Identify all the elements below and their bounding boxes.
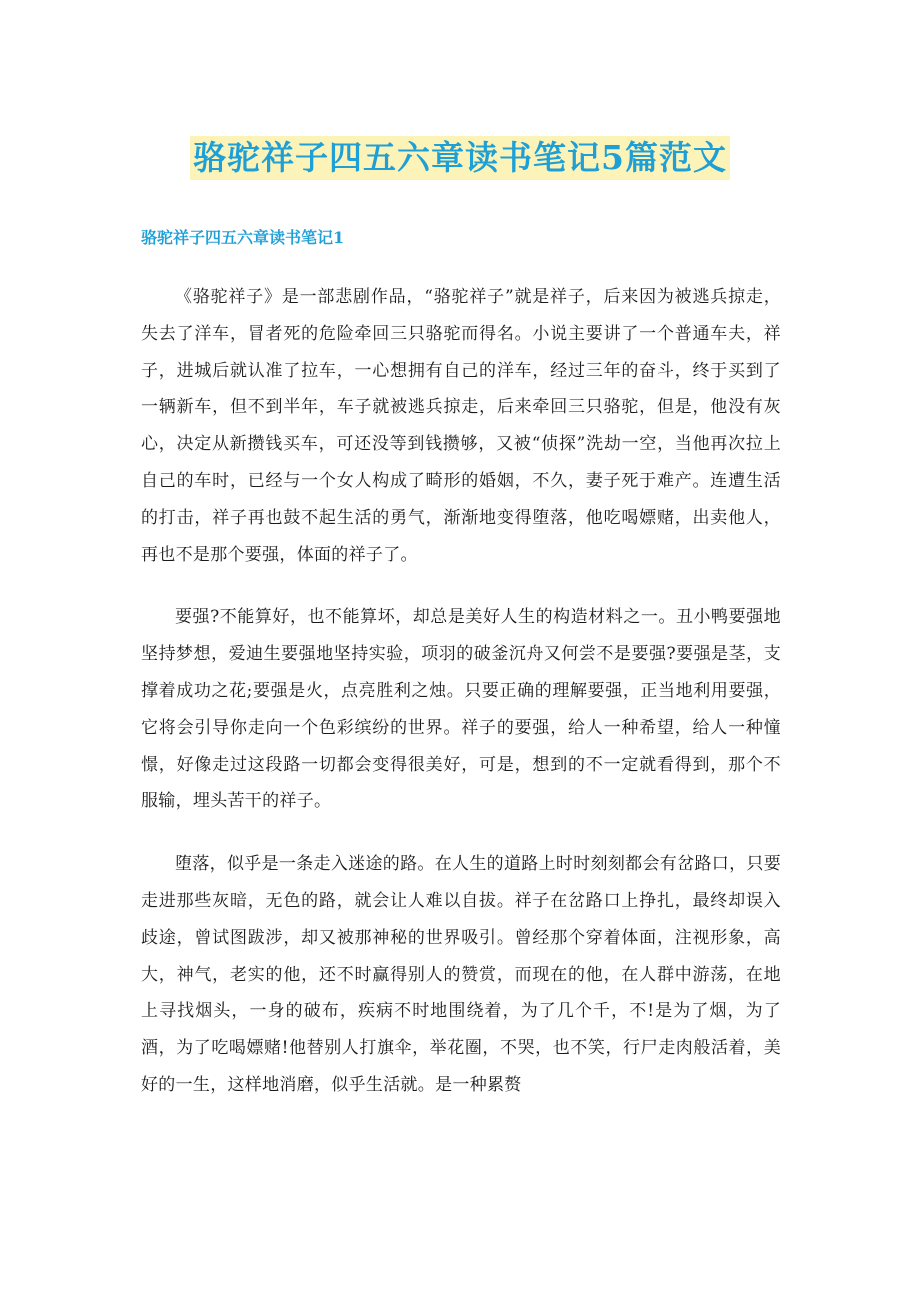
paragraph-1: 《骆驼祥子》是一部悲剧作品，“骆驼祥子”就是祥子，后来因为被逃兵掠走，失去了洋车，冒者死的危险牵回三只骆驼而得名。小说主要讲了一个普通车夫，祥子，进城后就认准了拉车，一心想拥有自己的洋车，经过三年的奋斗，终于买到了一辆新车，但不到半年，车子就被逃兵掠走，后来牵回三只骆驼，但是，他没有灰心，决定从新攒钱买车，可还没等到钱攒够，又被“侦探”洗劫一空，当他再次拉上自己的车时，已经与一个女人构成了畸形的婚姻，不久，妻子死于难产。连遭生活的打击，祥子再也鼓不起生活的勇气，渐渐地变得堕落，他吃喝嫖赌，出卖他人，再也不是那个要强，体面的祥子了。 — [141, 287, 781, 565]
section-heading: 骆驼祥子四五六章读书笔记1 — [141, 228, 345, 247]
body-text — [141, 279, 781, 1130]
document-title: 骆驼祥子四五六章读书笔记5篇范文 — [190, 136, 730, 180]
paragraph-2: 要强?不能算好，也不能算坏，却总是美好人生的构造材料之一。丑小鸭要强地坚持梦想，爱迪生要强地坚持实验，项羽的破釜沉舟又何尝不是要强?要强是茎，支撑着成功之花;要强是火，点亮胜利之烛。只要正确的理解要强，正当地利用要强，它将会引导你走向一个色彩缤纷的世界。祥子的要强，给人一种希望，给人一种憧憬，好像走过这段路一切都会变得很美好，可是，想到的不一定就看得到，那个不服输，埋头苦干的祥子。 — [141, 607, 781, 812]
title-wrapper — [0, 136, 920, 180]
paragraph-3: 堕落，似乎是一条走入迷途的路。在人生的道路上时时刻刻都会有岔路口，只要走进那些灰暗，无色的路，就会让人难以自拔。祥子在岔路口上挣扎，最终却误入歧途，曾试图跋涉，却又被那神秘的世界吸引。曾经那个穿着体面，注视形象，高大，神气，老实的他，还不时赢得别人的赞赏，而现在的他，在人群中游荡，在地上寻找烟头，一身的破布，疾病不时地围绕着，为了几个千，不!是为了烟，为了酒，为了吃喝嫖赌!他替别人打旗伞，举花圈，不哭，也不笑，行尸走肉般活着，美好的一生，这样地消磨，似乎生活就。是一种累赘 — [141, 854, 781, 1095]
